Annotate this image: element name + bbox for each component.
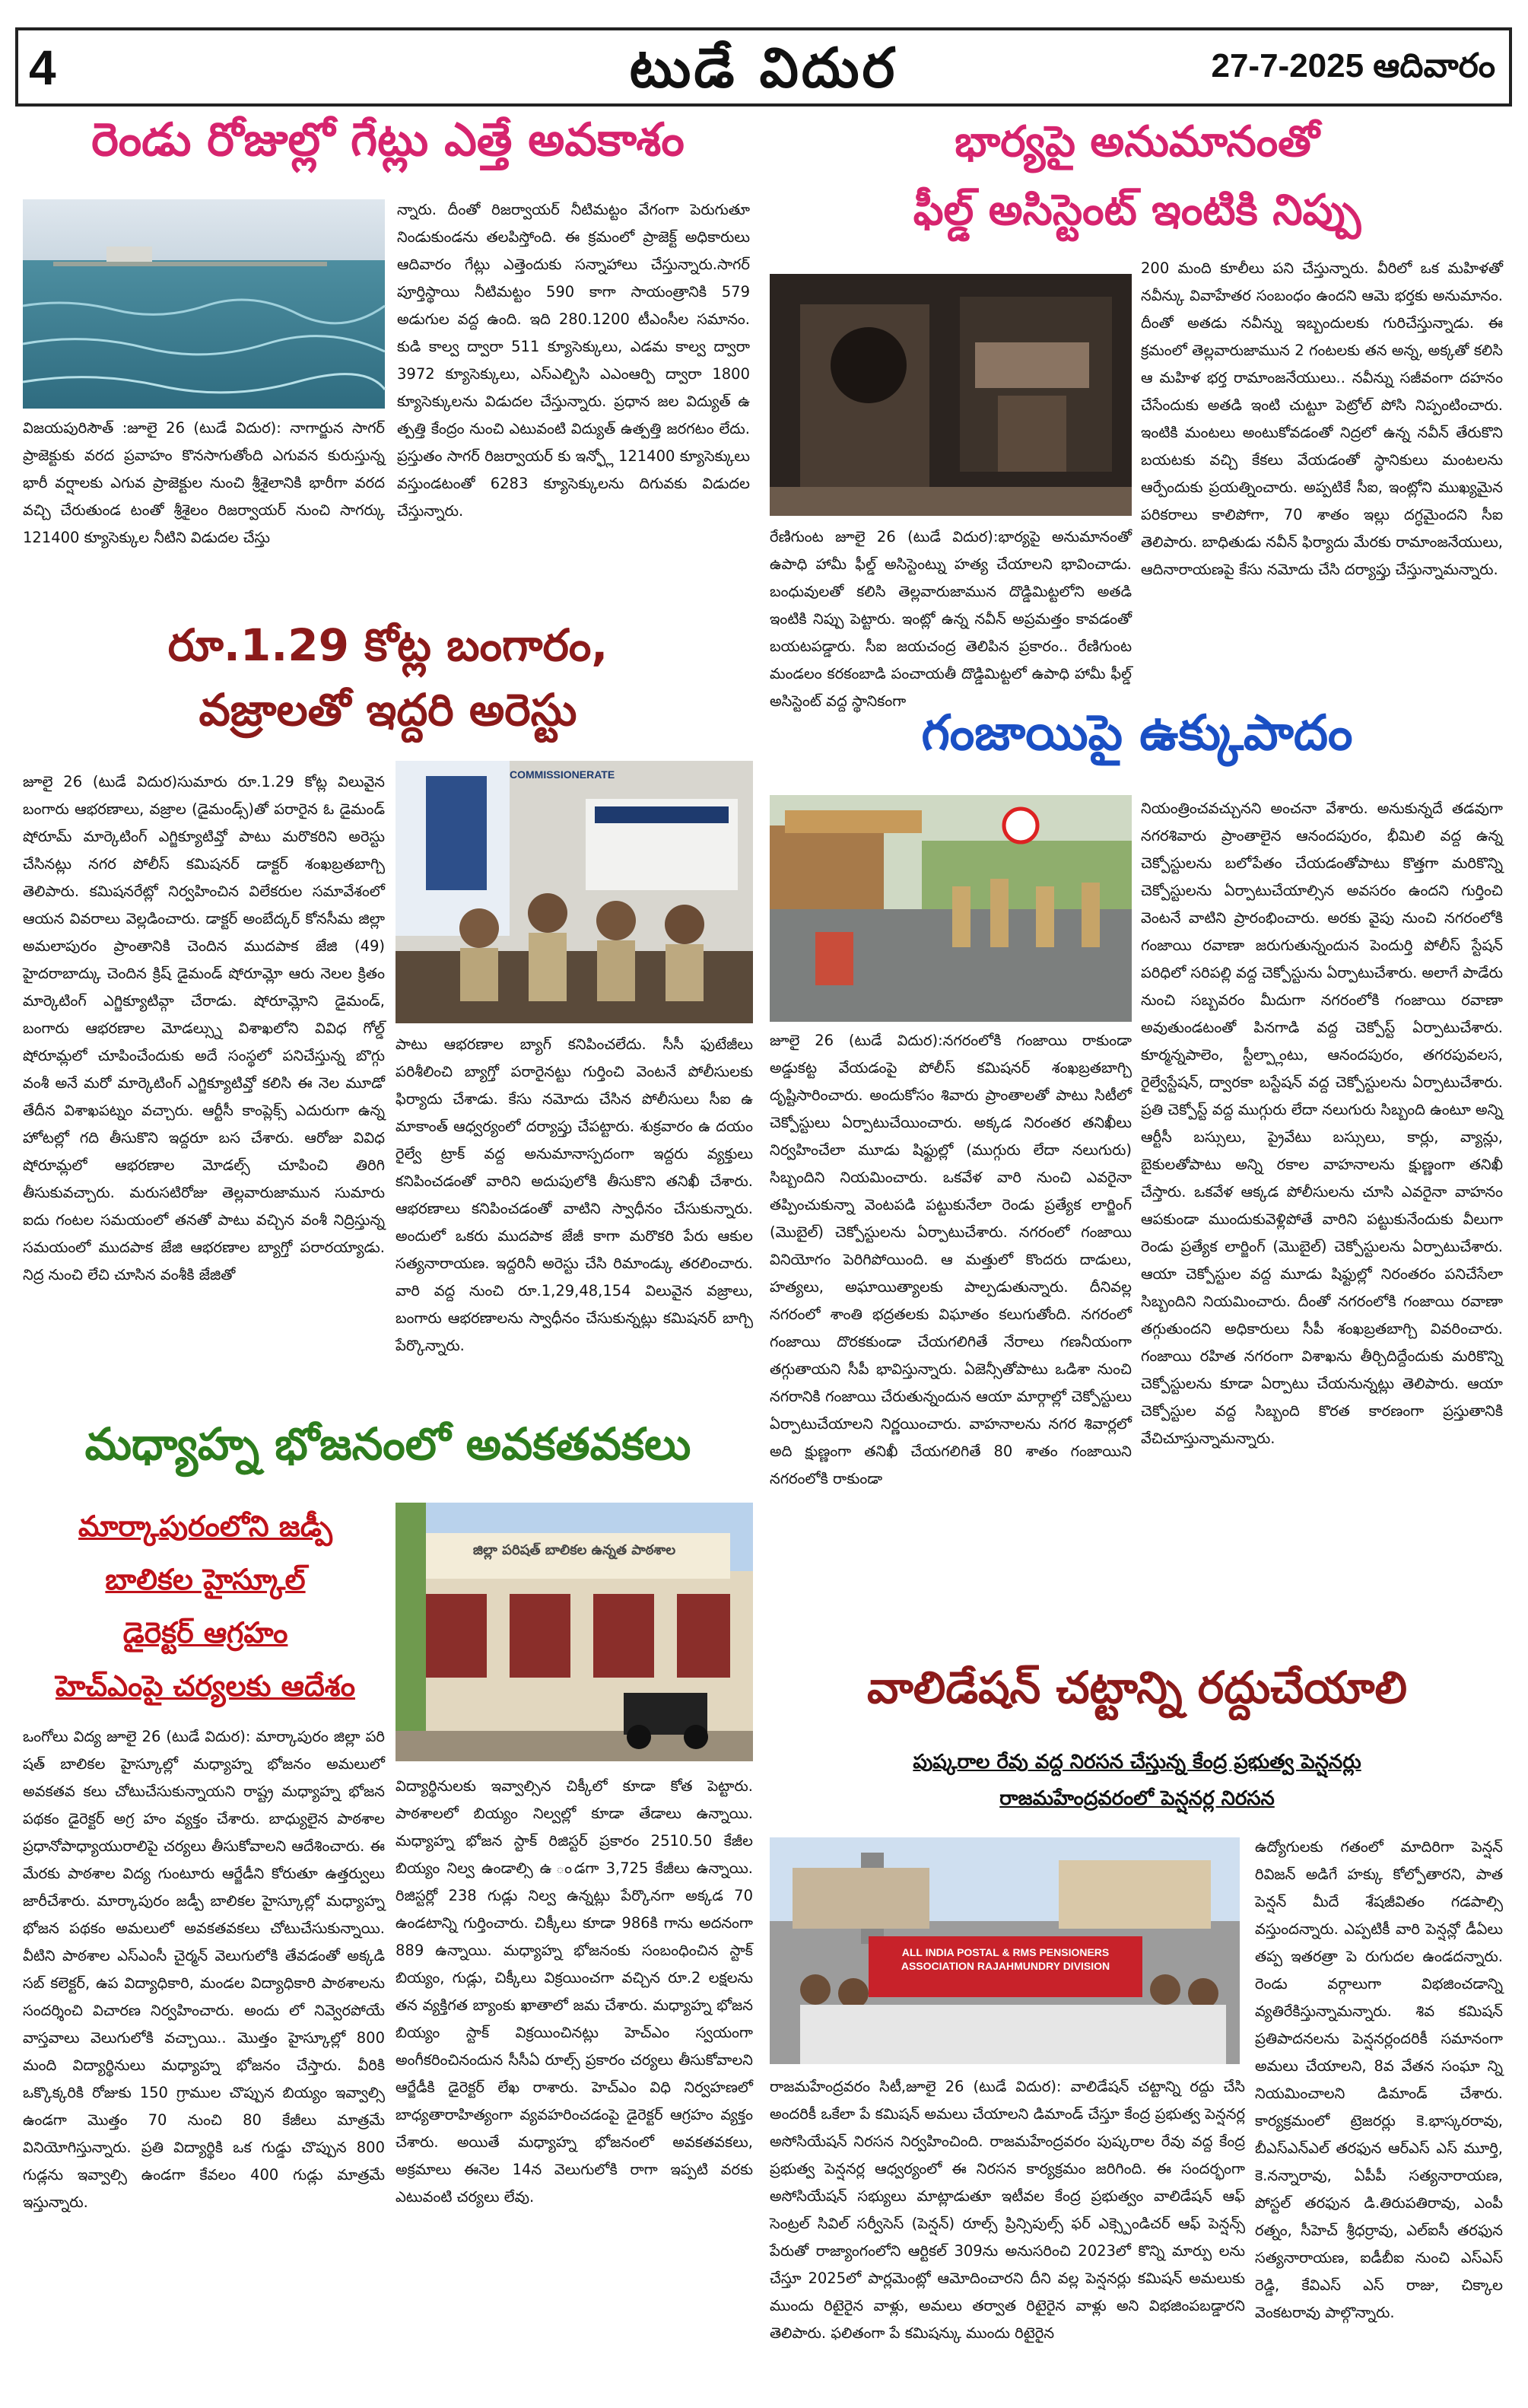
- gold-body-left: జూలై 26 (టుడే విదుర)సుమారు రూ.1.29 కోట్ల విలువైన బంగారు ఆభరణాలు, వజ్రాల (డైమండ్స్)తో పరారైన ఓ డైమండ్ షోరూమ్ మార్కెటింగ్ ఎగ్జిక్యూటివ్తో పాటు మరొకరిని అరెస్టు చేసినట్లు నగర పోలీస్ కమిషనర్ డాక్టర్ శంఖబ్రతబాగ్చి తెలిపారు. కమిషనరేట్లో నిర్వహించిన విలేకరుల సమావేశంలో ఆయన వివరాలు వెల్లడించారు. డాక్టర్ అంబేద్కర్ కోనసీమ జిల్లా అమలాపురం ప్రాంతానికి చెందిన ముదపాక జేజి (49) హైదరాబాద్కు చెందిన క్రిష్ డైమండ్ షోరూమ్లో ఆరు నెలల క్రితం మార్కెటింగ్ ఎగ్జిక్యూటివ్గా చేరాడు. షోరూమ్లోని డైమండ్, బంగారు ఆభరణాల మోడల్స్ను విశాఖలోని వివిధ గోల్డ్ షోరూమ్లలో చూపించేందుకు అదే సంస్థలో పనిచేస్తున్న బొగ్గు వంశీ అనే మరో మార్కెటింగ్ ఎగ్జిక్యూటివ్తో కలిసి ఈ నెల మూడో తేదీన విశాఖపట్నం వచ్చారు. ఆర్టీసీ కాంప్లెక్స్ ఎదురుగా ఉన్న హోటల్లో గది తీసుకొని ఇద్దరూ బస చేశారు. ఆరోజు వివిధ షోరూమ్లలో ఆభరణాల మోడల్స్ చూపించి తిరిగి తీసుకువచ్చారు. మరుసటిరోజు తెల్లవారుజామున సుమారు ఐదు గంటల సమయంలో తనతో పాటు వచ్చిన వంశీ నిద్రిస్తున్న సమయంలో ముదపాక జేజి ఆభరణాల బ్యాగ్తో పరారయ్యాడు. నిద్ర నుంచి లేచి చూసిన వంశీకి జేజితో: [23, 773, 385, 1284]
- fire-body-right: 200 మంది కూలీలు పని చేస్తున్నారు. వీరిలో ఒక మహిళతో నవీన్కు వివాహేతర సంబంధం ఉందని ఆమె భర్తకు అనుమానం. దీంతో అతడు నవీన్ను ఇబ్బందులకు గురిచేస్తున్నాడు. ఈ క్రమంలో తెల్లవారుజామున 2 గంటలకు తన అన్న, అక్కతో కలిసి ఆ మహిళ భర్త రామాంజనేయులు.. నవీన్ను సజీవంగా దహనం చేసేందుకు అతడి ఇంటి చుట్టూ పెట్రోల్ పోసి నిప్పంటించారు. ఇంటికి మంటలు అంటుకోవడంతో నిద్రలో ఉన్న నవీన్ తేరుకొని బయటకు వచ్చి కేకలు వేయడంతో స్థానికులు మంటలను ఆర్పేందుకు ప్రయత్నించారు. అప్పటికే సీఐ, ఇంట్లోని ముఖ్యమైన పరికరాలు కాలిపోగా, 70 శాతం ఇల్లు దగ్ధమైందని సీఐ తెలిపారు. బాధితుడు నవీన్ ఫిర్యాదు మేరకు రామాంజనేయులు, ఆదినారాయణపై కేసు నమోదు చేసి దర్యాప్తు చేస్తున్నామన్నారు.: [1141, 259, 1503, 578]
- pension-headline: వాలిడేషన్ చట్టాన్ని రద్దుచేయాలి: [866, 1662, 1408, 1713]
- school-photo: [396, 1503, 753, 1761]
- meal-subhead-3: డైరెక్టర్ ఆగ్రహం: [122, 1616, 288, 1649]
- gates-body-left: విజయపురిసౌత్ :జూలై 26 (టుడే విదుర): నాగార్జున సాగర్ ప్రాజెక్టుకు వరద ప్రవాహం కొనసాగుతోంది ఎగువన కురుస్తున్న భారీ వర్షాలకు ఎగువ ప్రాజెక్టుల నుంచి శ్రీశైలానికి భారీగా వరద వచ్చి చేరుతుండ టంతో శ్రీశైలం రిజర్వాయర్ నుంచి సాగర్కు 121400 క్యూసెక్కుల నీటిని విడుదల చేస్తు: [23, 419, 385, 546]
- meal-headline: మధ్యాహ్న భోజనంలో అవకతవకలు: [84, 1418, 691, 1470]
- ganja-headline: గంజాయిపై ఉక్కుపాదం: [921, 705, 1353, 762]
- fire-headline-line2: ఫీల్డ్ అసిస్టెంట్ ఇంటికి నిప్పు: [913, 186, 1361, 235]
- police-banner-text: COMMISSIONERATE: [510, 768, 615, 781]
- meal-subhead-4: హెచ్ఎంపై చర్యలకు ఆదేశం: [56, 1669, 355, 1703]
- gates-headline: రెండు రోజుల్లో గేట్లు ఎత్తే అవకాశం: [91, 113, 685, 167]
- checkpost-photo: [770, 795, 1132, 1022]
- police-press-meet-photo: [396, 761, 753, 1023]
- gold-headline-line1: రూ.1.29 కోట్ల బంగారం,: [167, 619, 608, 671]
- pension-subhead-2: రాజమహేంద్రవరంలో పెన్షనర్ల నిరసన: [999, 1787, 1275, 1810]
- masthead: [15, 27, 1512, 107]
- school-sign-text: జిల్లా పరిషత్ బాలికల ఉన్నత పాఠశాల: [472, 1542, 676, 1558]
- gates-body-right: న్నారు. దీంతో రిజర్వాయర్ నీటిమట్టం వేగంగా పెరుగుతూ నిండుకుండను తలపిస్తోంది. ఈ క్రమంలో ప్రాజెక్ట్ అధికారులు ఆదివారం గేట్లు ఎత్తెందుకు సన్నాహాలు చేస్తున్నారు.సాగర్ పూర్తిస్థాయి నీటిమట్టం 590 కాగా సాయంత్రానికి 579 అడుగుల వద్ద ఉంది. ఇది 280.1200 టీఎంసీల సమానం. కుడి కాల్వ ద్వారా 511 క్యూసెక్కులు, ఎడమ కాల్వ ద్వారా 3972 క్యూసెక్కులు, ఎస్ఎల్బిసి ఎఎంఆర్పి ద్వారా 1800 క్యూసెక్కులను విడుదల చేస్తున్నారు. ప్రధాన జల విద్యుత్ ఉ త్పత్తి కేంద్రం నుంచి ఎటువంటి విద్యుత్ ఉత్పత్తి జరగటం లేదు. ప్రస్తుతం సాగర్ రిజర్వాయర్ కు ఇన్ఫ్లో 121400 క్యూసెక్కులు వస్తుండటంతో 6283 క్యూసెక్కులను దిగువకు విడుదల చేస్తున్నారు.: [397, 201, 750, 520]
- page-number: 4: [29, 40, 56, 95]
- burnt-house-photo: [770, 274, 1132, 516]
- ganja-body-right-of-photo: నియంత్రించవచ్చునని అంచనా వేశారు. అనుకున్నదే తడవుగా నగరశివారు ప్రాంతాలైన ఆనందపురం, భీమిలి వద్ద ఉన్న చెక్పోస్టులను బలోపేతం చేయడంతోపాటు కొత్తగా మరికొన్ని చెక్పోస్టులను ఏర్పాటుచేయాల్సిన అవసరం ఉందని గుర్తించి వెంటనే వాటిని ప్రారంభించారు. అరకు వైపు నుంచి నగరంలోకి గంజాయి రవాణా జరుగుతున్నందున పెందుర్తి పోలీస్ స్టేషన్ పరిధిలో సరిపల్లి వద్ద చెక్పోస్టును ఏర్పాటుచేశారు. అలాగే పాడేరు నుంచి సబ్బవరం మీదుగా నగరంలోకి గంజాయి రవాణా అవుతుండటంతో పినగాడి వద్ద చెక్పోస్ట్ ఏర్పాటుచేశారు. కూర్మన్నపాలెం, స్టీల్ప్లాంటు, ఆనందపురం, తగరపువలస, రైల్వేస్టేషన్, ద్వారకా బస్టేషన్ వద్ద చెక్పోస్టులను ఏర్పాటుచేశారు. ప్రతి చెక్పోస్ట్ వద్ద ముగ్గురు లేదా నలుగురు సిబ్బంది ఉంటూ అన్ని ఆర్టీసీ బస్సులు, ప్రైవేటు బస్సులు, కార్లు, వ్యాన్లు, బైకులతోపాటు అన్ని రకాల వాహనాలను క్షుణ్ణంగా తనిఖీ చేస్తారు. ఒకవేళ ఆక్కడ పోలీసులను చూసి ఎవరైనా వాహనం ఆపకుండా ముందుకువెళ్లిపోతే వారిని పట్టుకునేందుకు వీలుగా రెండు ప్రత్యేక లార్జింగ్ (మొబైల్) చెక్పోస్టులను ఏర్పాటుచేశారు. ఆయా చెక్పోస్టుల వద్ద మూడు షిఫ్టుల్లో నిరంతరం పనిచేసేలా సిబ్బందిని నియమించారు. దీంతో నగరంలోకి గంజాయి రవాణా తగ్గుతుందని అధికారులు సీపీ శంఖబ్రతబాగ్చి వివరించారు. గంజాయి రహిత నగరంగా విశాఖను తీర్చిదిద్దేందుకు మరికొన్ని చెక్పోస్టులను కూడా ఏర్పాటు చేయనున్నట్లు తెలిపారు. ఆయా చెక్పోస్టుల వద్ద సిబ్బంది కొరత కారణంగా ప్రస్తుతానికి వేచిచూస్తున్నామన్నారు.: [1141, 800, 1503, 1447]
- meal-body-left: ఒంగోలు విద్య జూలై 26 (టుడే విదుర): మార్కాపురం జిల్లా పరి షత్ బాలికల హైస్కూల్లో మధ్యాహ్న భోజనం అమలులో అవకతవ కలు చోటుచేసుకున్నాయని రాష్ట్ర మధ్యాహ్న భోజన పథకం డైరెక్టర్ అగ్ర హం వ్యక్తం చేశారు. బాధ్యులైన పాఠశాల ప్రధానోపాధ్యాయురాలిపై చర్యలు తీసుకోవాలని ఆదేశించారు. ఈ మేరకు పాఠశాల విద్య గుంటూరు ఆర్జేడీని కోరుతూ ఉత్తర్వులు జారీచేశారు. మార్కాపురం జడ్పీ బాలికల హైస్కూల్లో మధ్యాహ్న భోజన పథకం అమలులో అవకతవకలు చోటుచేసుకున్నాయి. వీటిని పాఠశాల ఎస్ఎంసీ చైర్మన్ వెలుగులోకి తేవడంతో అక్కడి సబ్ కలెక్టర్, ఉప విద్యాధికారి, మండల విద్యాధికారి పాఠశాలను సందర్శించి విచారణ నిర్వహించారు. అందు లో నివ్వెరపోయే వాస్తవాలు వెలుగులోకి వచ్చాయి.. మొత్తం హైస్కూల్లో 800 మంది విద్యార్థినులు మధ్యాహ్న భోజనం చేస్తారు. వీరికి ఒక్కొక్కరికి రోజుకు 150 గ్రాముల చొప్పున బియ్యం ఇవ్వాల్సి ఉండగా మొత్తం 70 నుంచి 80 కేజీలు మాత్రమే వినియోగిస్తున్నారు. ప్రతి విద్యార్థికి ఒక గుడ్డు చొప్పున 800 గుడ్లను ఇవ్వాల్సి ఉండగా కేవలం 400 గుడ్లు మాత్రమే ఇస్తున్నారు.: [23, 1728, 385, 2211]
- fire-body-below-photo: రేణిగుంట జూలై 26 (టుడే విదుర):భార్యపై అనుమానంతో ఉపాధి హామీ ఫీల్డ్ అసిస్టెంట్ను హత్య చేయాలని భావించాడు. బంధువులతో కలిసి తెల్లవారుజామున దొడ్డిమిట్టలోని అతడి ఇంటికి నిప్పు పెట్టారు. ఇంట్లో ఉన్న నవీన్ అప్రమత్తం కావడంతో బయటపడ్డారు. సీఐ జయచంద్ర తెలిపిన ప్రకారం.. రేణిగుంట మండలం కరకంబాడి పంచాయతీ దొడ్డిమిట్టలో ఉపాధి హామీ ఫీల్డ్ అసిస్టెంట్ వద్ద స్థానికంగా: [770, 528, 1132, 710]
- reservoir-photo: [23, 199, 385, 409]
- ganja-body-below-photo: జూలై 26 (టుడే విదుర):నగరంలోకి గంజాయి రాకుండా అడ్డుకట్ట వేయడంపై పోలీస్ కమిషనర్ శంఖబ్రతబాగ్చి దృష్టిసారించారు. అందుకోసం శివారు ప్రాంతాలతో పాటు సిటీలో చెక్పోస్టులు ఏర్పాటుచేయించారు. అక్కడ నిరంతర తనిఖీలు నిర్వహించేలా మూడు షిఫ్టుల్లో (ముగ్గురు లేదా నలుగురు) సిబ్బందిని నియమించారు. ఒకవేళ వారి నుంచి ఎవరైనా తప్పించుకున్నా వెంటపడి పట్టుకునేలా రెండు ప్రత్యేక లార్జింగ్ (మొబైల్) చెక్పోస్టులను ఏర్పాటుచేశారు. నగరంలో గంజాయి వినియోగం పెరిగిపోయింది. ఆ మత్తులో కొందరు దాడులు, హత్యలు, అఘాయిత్యాలకు పాల్పడుతున్నారు. దీనివల్ల నగరంలో శాంతి భద్రతలకు విఘాతం కలుగుతోంది. నగరంలో గంజాయి దొరకకుండా చేయగలిగితే నేరాలు గణనీయంగా తగ్గుతాయని సీపీ భావిస్తున్నారు. ఏజెన్సీతోపాటు ఒడిశా నుంచి నగరానికి గంజాయి చేరుతున్నందున ఆయా మార్గాల్లో చెక్పోస్టులు ఏర్పాటుచేయాలని నిర్ణయించారు. వాహనాలను నగర శివార్లలో అది క్షుణ్ణంగా తనిఖీ చేయగలిగితే 80 శాతం గంజాయిని నగరంలోకి రాకుండా: [770, 1032, 1132, 1487]
- meal-subhead-1: మార్కాపురంలోని జడ్పీ: [78, 1509, 332, 1543]
- pension-body-right-of-photo: ఉద్యోగులకు గతంలో మాదిరిగా పెన్షన్ రివిజన్ అడిగే హక్కు కోల్పోతారని, పాత పెన్షన్ మీదే శేషజీవితం గడపాల్సి వస్తుందన్నారు. ఎప్పటికీ వారి పెన్షన్లో డీఏలు తప్ప ఇతరత్రా పె రుగుదల ఉండదన్నారు. రెండు వర్గాలుగా విభజించడాన్ని వ్యతిరేకిస్తున్నామన్నారు. శివ కమిషన్ ప్రతిపాదనలను పెన్షనర్లందరికీ సమానంగా అమలు చేయాలని, 8వ వేతన సంఘా న్ని నియమించాలని డిమాండ్ చేశారు. కార్యక్రమంలో ట్రెజరర్లు కె.భాస్కరరావు, బీఎస్ఎన్ఎల్ తరఫున ఆర్ఎస్ ఎస్ మూర్తి, కె.నన్నారావు, ఏపీపీ సత్యనారాయణ, పోస్టల్ తరఫున డి.తిరుపతిరావు, ఎంపీ రత్నం, సీహెచ్ శ్రీధర్రావు, ఎల్ఐసీ తరఫున సత్యనారాయణ, ఐడీబీఐ నుంచి ఎస్ఎస్ రెడ్డి, కేవిఎస్ ఎస్ రాజు, చిక్కాల వెంకటరావు పాల్గొన్నారు.: [1255, 1838, 1503, 2321]
- newspaper-title: టుడే విదుర: [629, 35, 898, 100]
- pensioners-banner-text: ALL INDIA POSTAL & RMS PENSIONERS ASSOCIATION RAJAHMUNDRY DIVISION: [901, 1946, 1110, 1972]
- issue-date: 27-7-2025 ఆదివారం: [1211, 47, 1495, 84]
- meal-body-right: విద్యార్థినులకు ఇవ్వాల్సిన చిక్కీలో కూడా కోత పెట్టారు. పాఠశాలలో బియ్యం నిల్వల్లో కూడా తేడాలు ఉన్నాయి. మధ్యాహ్న భోజన స్టాక్ రిజిస్టర్ ప్రకారం 2510.50 కేజీల బియ్యం నిల్వ ఉండాల్సి ఉ ండగా 3,725 కేజీలు ఉన్నాయి. రిజిస్టర్లో 238 గుడ్లు నిల్వ ఉన్నట్లు పేర్కొనగా అక్కడ 70 ఉండటాన్ని గుర్తించారు. చిక్కీలు కూడా 986కి గాను అదనంగా 889 ఉన్నాయి. మధ్యాహ్న భోజనంకు సంబంధించిన స్టాక్ బియ్యం, గుడ్లు, చిక్కీలు విక్రయించగా వచ్చిన రూ.2 లక్షలను తన వ్యక్తిగత బ్యాంకు ఖాతాలో జమ చేశారు. మధ్యాహ్న భోజన బియ్యం స్టాక్ విక్రయించినట్లు హెచ్ఎం స్వయంగా అంగీకరించినందున సీసీఏ రూల్స్ ప్రకారం చర్యలు తీసుకోవాలని ఆర్జేడీకి డైరెక్టర్ లేఖ రాశారు. హెచ్ఎం విధి నిర్వహణలో బాధ్యతారాహిత్యంగా వ్యవహరించడంపై డైరెక్టర్ ఆగ్రహం వ్యక్తం చేశారు. అయితే మధ్యాహ్న భోజనంలో అవకతవకలు, అక్రమాలు ఈనెల 14న వెలుగులోకి రాగా ఇప్పటి వరకు ఎటువంటి చర్యలు లేవు.: [396, 1777, 753, 2206]
- pension-subhead-1: పుష్కరాల రేవు వద్ద నిరసన చేస్తున్న కేంద్ర ప్రభుత్వ పెన్షనర్లు: [913, 1751, 1361, 1773]
- meal-subhead-2: బాలికల హైస్కూల్: [105, 1563, 306, 1596]
- pension-body-below-photo: రాజమహేంద్రవరం సిటీ,జూలై 26 (టుడే విదుర): వాలిడేషన్ చట్టాన్ని రద్దు చేసి అందరికీ ఒకేలా పే కమిషన్ అమలు చేయాలని డిమాండ్ చేస్తూ కేంద్ర ప్రభుత్వ పెన్షనర్ల అసోసియేషన్ నిరసన నిర్వహించింది. రాజమహేంద్రవరం పుష్కరాల రేవు వద్ద కేంద్ర ప్రభుత్వ పెన్షనర్ల ఆధ్వర్యంలో ఈ నిరసన కార్యక్రమం జరిగింది. ఈ సందర్భంగా అసోసియేషన్ సభ్యులు మాట్లాడుతూ ఇటీవల కేంద్ర ప్రభుత్వం వాలిడేషన్ ఆఫ్ సెంట్రల్ సివిల్ సర్వీసెస్ (పెన్షన్) రూల్స్ ప్రిన్సిపుల్స్ ఫర్ ఎక్స్పెండిచర్ ఆఫ్ పెన్షన్స్ పేరుతో రాజ్యాంగంలోని ఆర్టికల్ 309ను అనుసరించి 2023లో కొన్ని మార్పు లను చేస్తూ 2025లో పార్లమెంట్లో ఆమోదించారని దీని వల్ల పెన్షనర్లు కమిషన్ అమలుకు ముందు రిటైరైన వాళ్లు, అమలు తర్వాత రిటైరైన వాళ్లు అని విభజింపబడ్డారని తెలిపారు. ఫలితంగా పే కమిషన్కు ముందు రిటైరైన: [770, 2078, 1245, 2342]
- fire-headline-line1: భార్యపై అనుమానంతో: [955, 117, 1320, 167]
- gold-body-right: పాటు ఆభరణాల బ్యాగ్ కనిపించలేదు. సీసీ ఫుటేజీలు పరిశీలించి బ్యాగ్తో పరారైనట్టు గుర్తించి వెంటనే పోలీసులకు ఫిర్యాదు చేశాడు. కేసు నమోదు చేసిన పోలీసులు సీఐ ఉ మాకాంత్ ఆధ్వర్యంలో దర్యాప్తు చేపట్టారు. శుక్రవారం ఉ దయం రైల్వే ట్రాక్ వద్ద అనుమానాస్పదంగా ఇద్దరు వ్యక్తులు కనిపించడంతో వారిని అదుపులోకి తీసుకొని తనిఖీ చేశారు. ఆభరణాలు కనిపించడంతో వాటిని స్వాధీనం చేసుకున్నారు. అందులో ఒకరు ముదపాక జేజీ కాగా మరొకరి పేరు ఆకుల సత్యనారాయణ. ఇద్దరినీ అరెస్టు చేసి రిమాండ్కు తరలించారు. వారి వద్ద నుంచి రూ.1,29,48,154 విలువైన వజ్రాలు, బంగారు ఆభరణాలను స్వాధీనం చేసుకున్నట్లు కమిషనర్ బాగ్చి పేర్కొన్నారు.: [396, 1035, 753, 1354]
- pensioners-protest-photo: [770, 1837, 1240, 2064]
- gold-headline-line2: వజ్రాలతో ఇద్దరి అరెస్టు: [199, 684, 577, 736]
